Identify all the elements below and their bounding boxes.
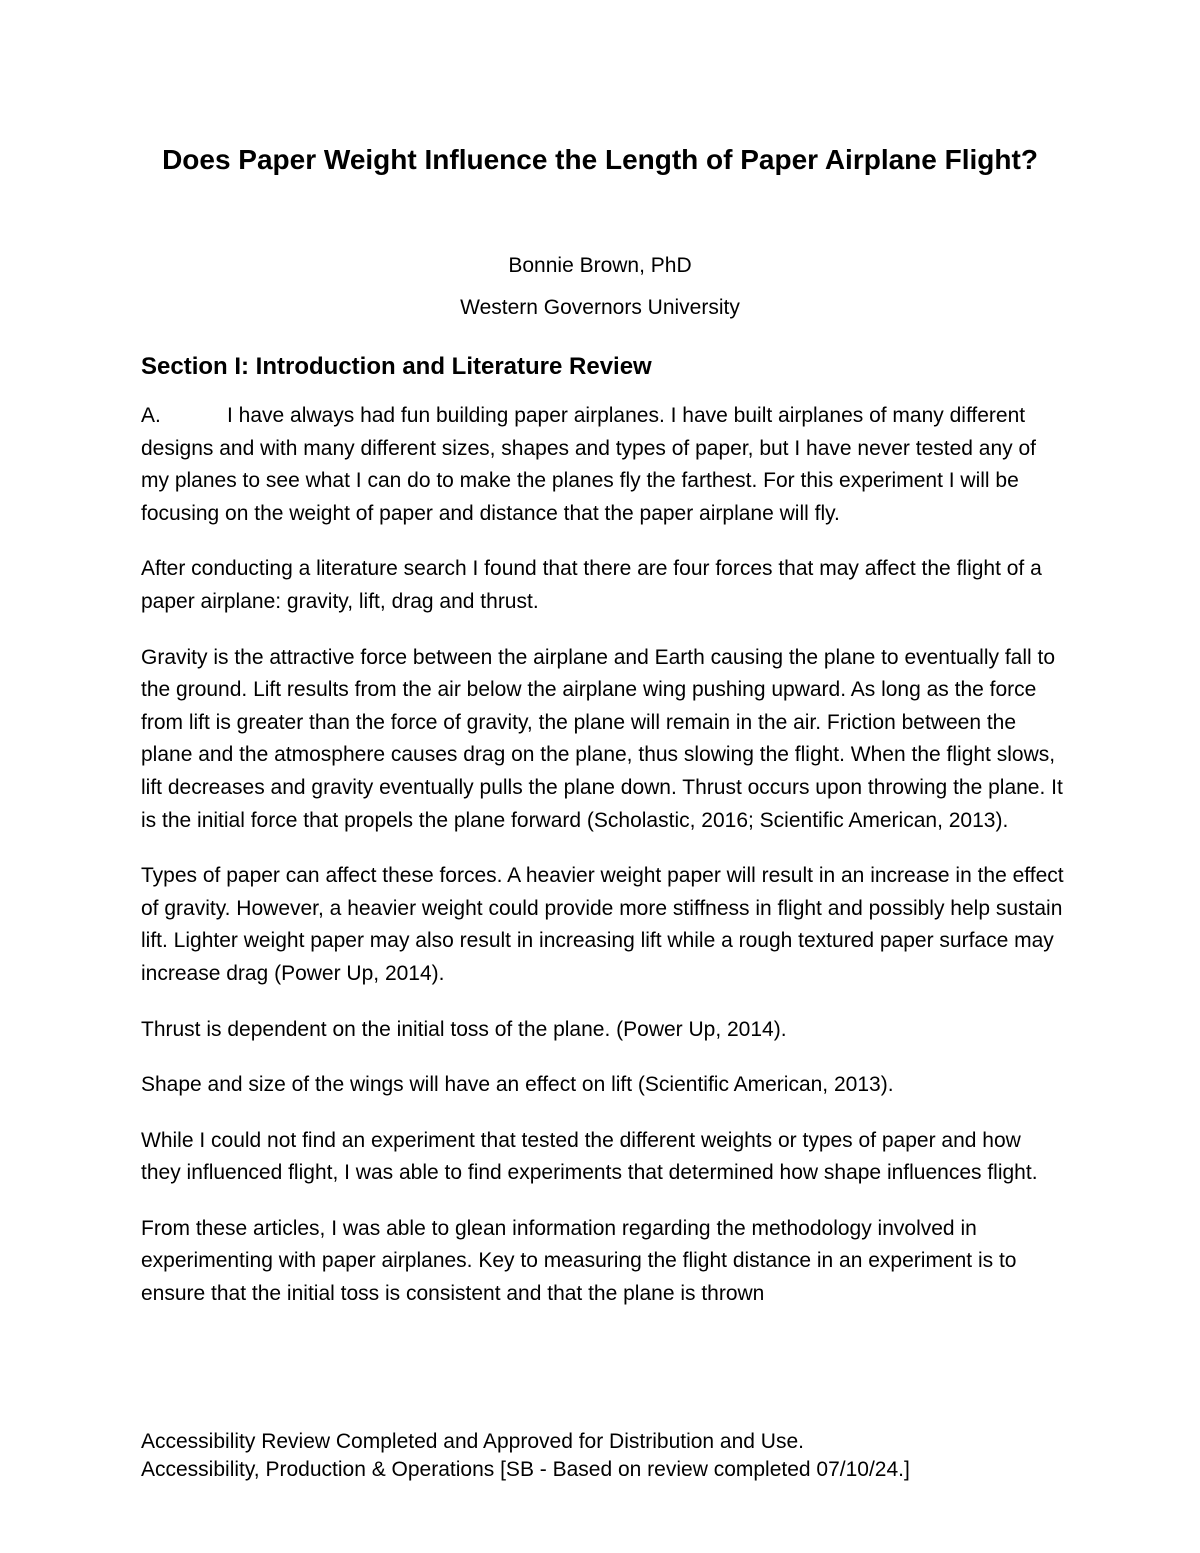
accessibility-footer xyxy=(141,1428,1066,1484)
paragraph: Shape and size of the wings will have an effect on lift (Scientific American, 2013). xyxy=(141,1073,894,1097)
paragraph: Gravity is the attractive force between the airplane and Earth causing the plane to eventually fall to the ground. Lift results from the air below the airplane wing pushing upward. As long as the force from lift is greater than the force of gravity, the plane will remain in the air. Friction between the plane and the atmosphere causes drag on the plane, thus slowing the flight. When the flight slows, lift decreases and gravity eventually pulls the plane down. Thrust occurs upon throwing the plane. It is the initial force that propels the plane forward (Scholastic, 2016; Scientific American, 2013). xyxy=(141,645,1063,832)
footer-line: Accessibility Review Completed and Approved for Distribution and Use. xyxy=(141,1430,804,1453)
paragraph: While I could not find an experiment that tested the different weights or types of paper and how they influenced flight, I was able to find experiments that determined how shape influences flight. xyxy=(141,1128,1038,1185)
footer-line: Accessibility, Production & Operations [SB - Based on review completed 07/10/24.] xyxy=(141,1458,910,1481)
document-title: Does Paper Weight Influence the Length of Paper Airplane Flight? xyxy=(162,144,1038,175)
paragraph-a xyxy=(141,400,1066,530)
paragraph-text: I have always had fun building paper airplanes. I have built airplanes of many different designs and with many different sizes, shapes and types of paper, but I have never tested any of my planes to see what I can do to make the planes fly the farthest. For this experiment I will be focusing on the weight of paper and distance that the paper airplane will fly. xyxy=(141,404,1037,525)
paragraph: Types of paper can affect these forces. A heavier weight paper will result in an increase in the effect of gravity. However, a heavier weight could provide more stiffness in flight and possibly help sustain lift. Lighter weight paper may also result in increasing lift while a rough textured paper surface may increase drag (Power Up, 2014). xyxy=(141,864,1064,985)
paragraph-label: A. xyxy=(141,404,161,427)
paragraph: After conducting a literature search I found that there are four forces that may affect the flight of a paper airplane: gravity, lift, drag and thrust. xyxy=(141,557,1042,613)
body-text xyxy=(141,400,1066,1334)
institution-name: Western Governors University xyxy=(460,296,740,319)
section-heading: Section I: Introduction and Literature Review xyxy=(141,353,652,380)
author-name: Bonnie Brown, PhD xyxy=(508,254,692,277)
paragraph: From these articles, I was able to glean information regarding the methodology involved in experimenting with paper airplanes. Key to measuring the flight distance in an experiment is to ensure that the initial toss is consistent and that the plane is thrown xyxy=(141,1216,1017,1306)
paragraph: Thrust is dependent on the initial toss of the plane. (Power Up, 2014). xyxy=(141,1017,787,1041)
